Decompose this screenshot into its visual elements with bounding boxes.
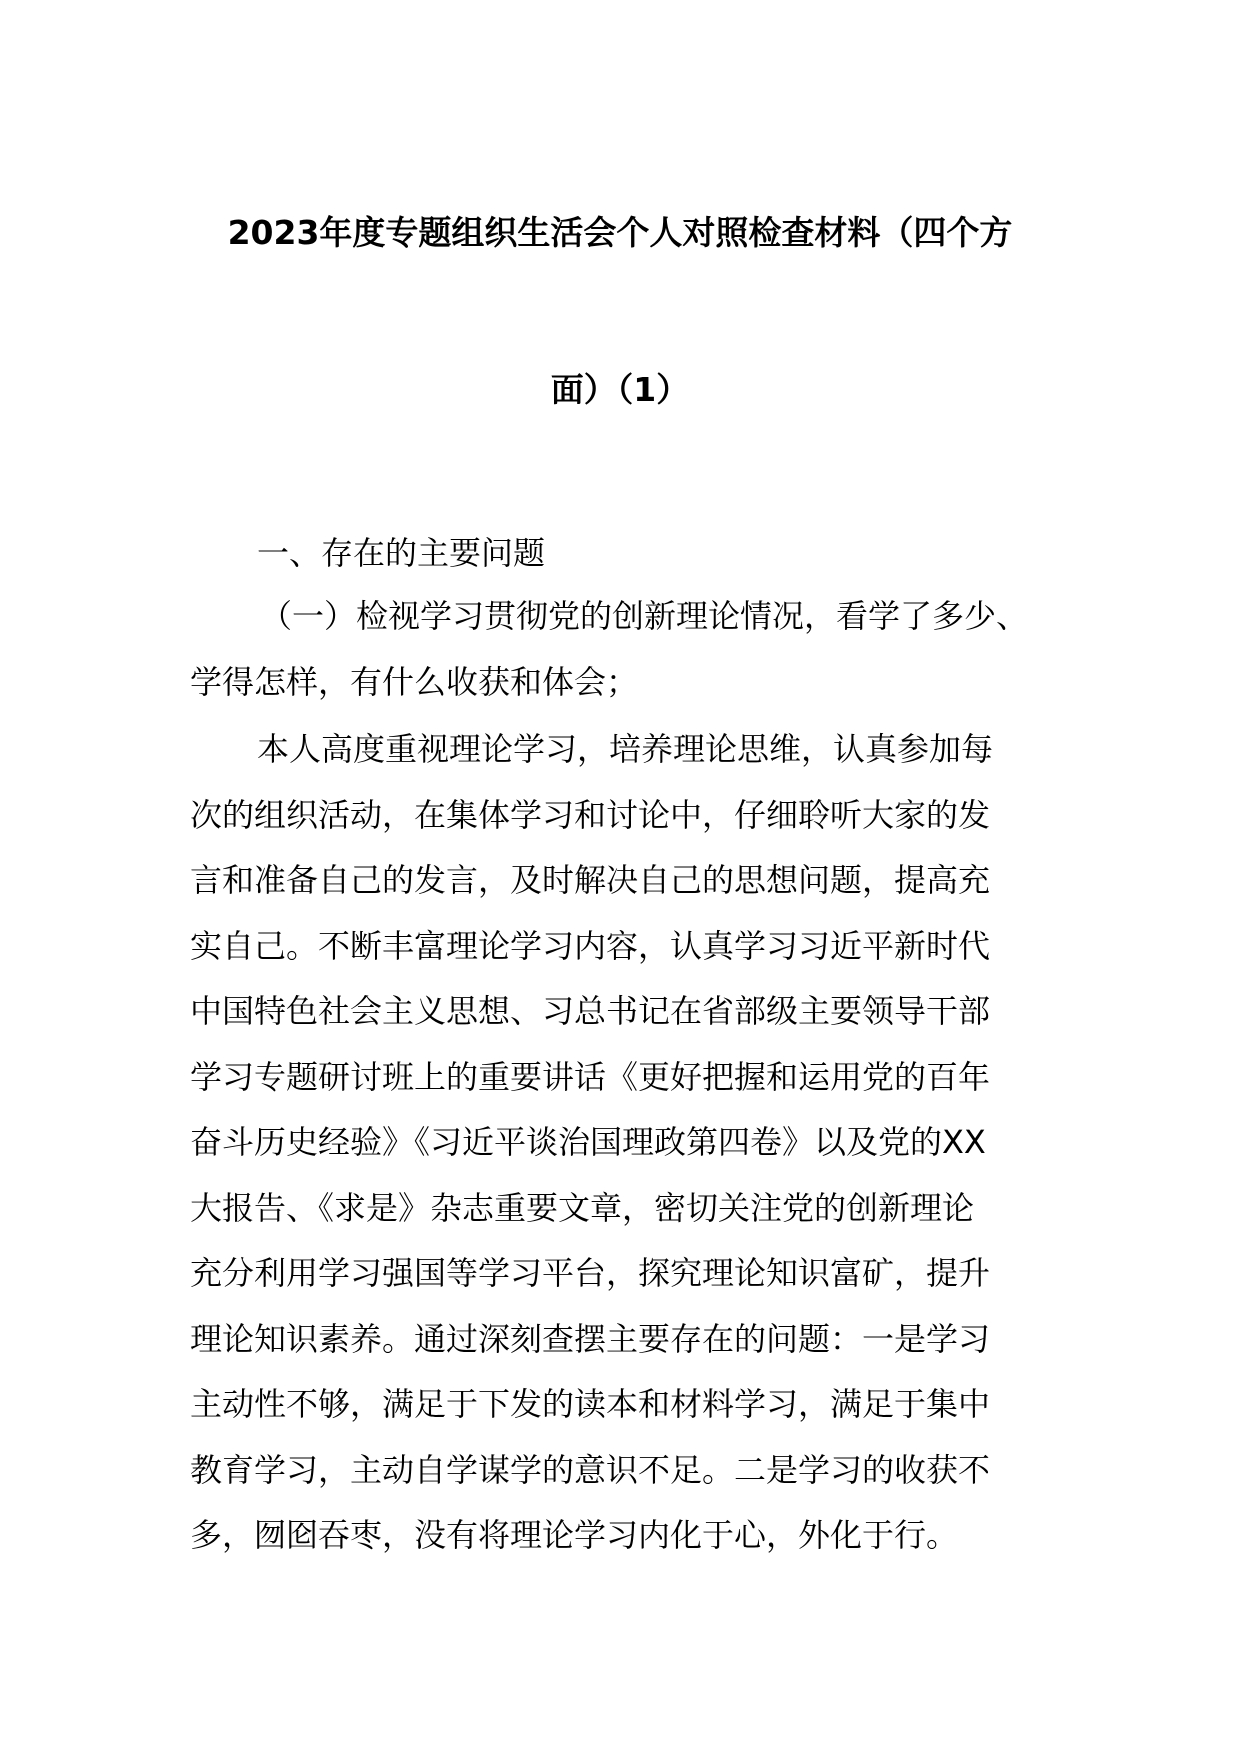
body-line: 中国特色社会主义思想、习总书记在省部级主要领导干部 [190,992,991,1030]
body-line: 学习专题研讨班上的重要讲话《更好把握和运用党的百年 [190,1057,991,1096]
body-line: 本人高度重视理论学习，培养理论思维，认真参加每 [257,730,994,768]
body-line: 理论知识素养。通过深刻查摆主要存在的问题：一是学习 [190,1319,991,1358]
body-line: 教育学习，主动自学谋学的意识不足。二是学习的收获不 [190,1450,991,1489]
body-line: 多，囫囵吞枣，没有将理论学习内化于心，外化于行。 [190,1516,959,1554]
subsection-heading [190,584,1060,715]
subsection-line: （一）检视学习贯彻党的创新理论情况，看学了多少、 [260,597,1029,635]
subsection-line: 学得怎样，有什么收获和体会； [190,662,639,701]
document-title-line-2: 面）（1） [550,370,690,409]
body-line: 主动性不够，满足于下发的读本和材料学习，满足于集中 [190,1385,991,1423]
body-line: 奋斗历史经验》《习近平谈治国理政第四卷》以及党的XX [190,1123,986,1161]
body-line: 实自己。不断丰富理论学习内容，认真学习习近平新时代 [190,926,991,965]
body-line: 大报告、《求是》杂志重要文章，密切关注党的创新理论 [190,1188,975,1227]
body-paragraph [190,717,1060,1569]
body-line: 言和准备自己的发言，及时解决自己的思想问题，提高充 [190,861,991,899]
body-line: 充分利用学习强国等学习平台，探究理论知识富矿，提升 [190,1254,991,1292]
section-heading: 一、存在的主要问题 [257,534,546,572]
document-title-line-1: 2023年度专题组织生活会个人对照检查材料（四个方 [227,213,1013,252]
body-line: 次的组织活动，在集体学习和讨论中，仔细聆听大家的发 [190,795,991,834]
